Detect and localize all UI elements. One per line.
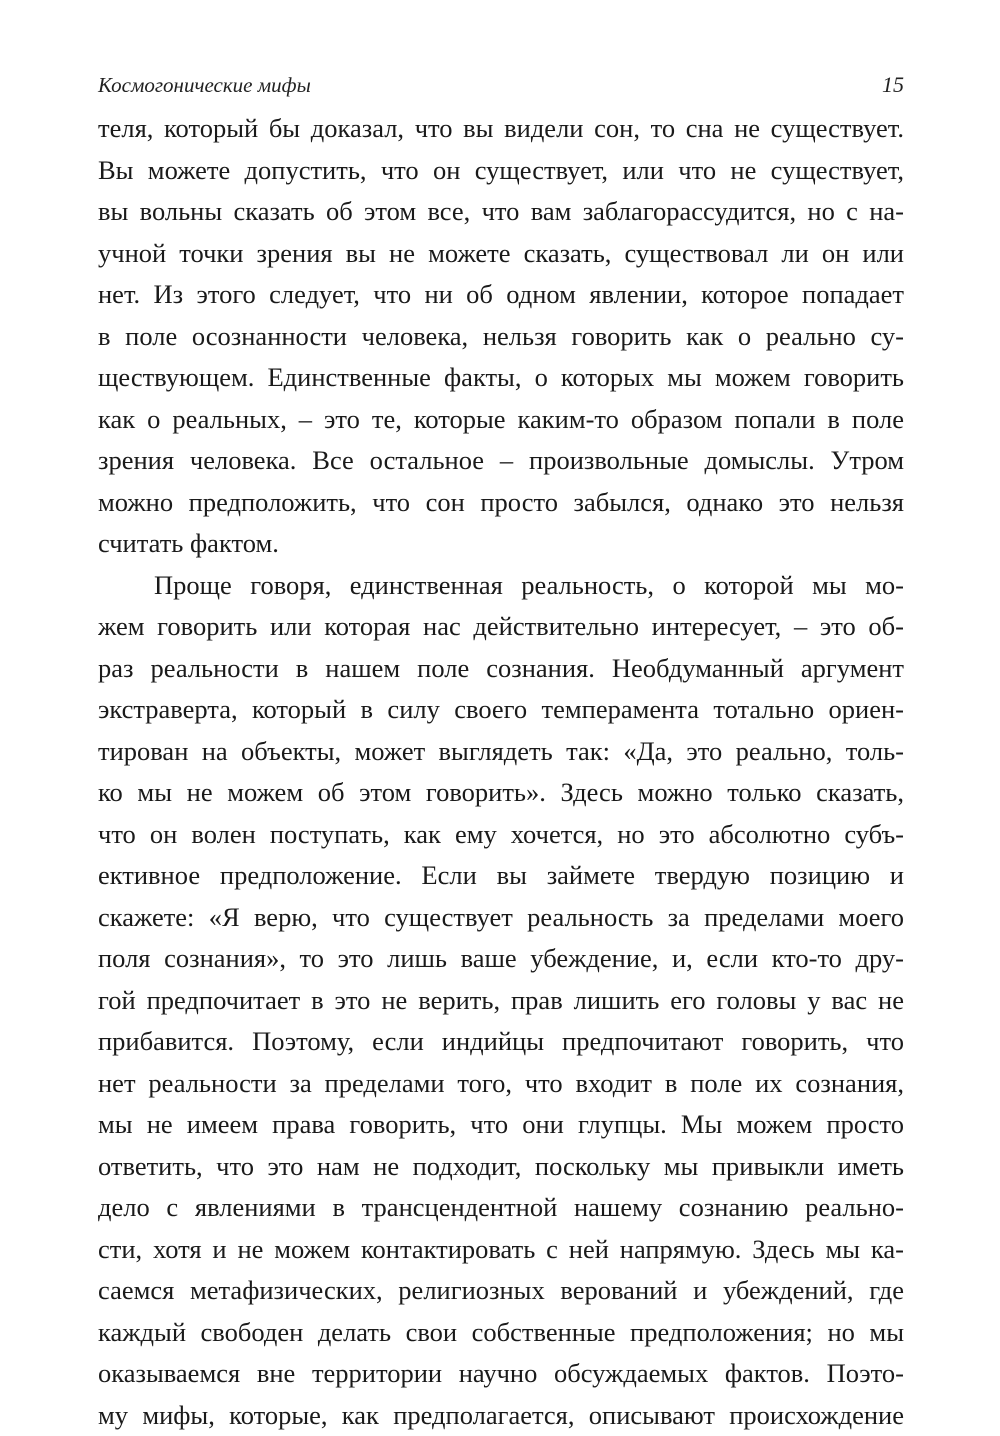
- text-line: зрения человека. Все остальное – произвольные домыслы. Утром: [98, 440, 904, 482]
- text-line: раз реальности в нашем поле сознания. Необдуманный аргумент: [98, 648, 904, 690]
- text-line: нет реальности за пределами того, что входит в поле их сознания,: [98, 1063, 904, 1105]
- text-line: поля сознания», то это лишь ваше убеждение, и, если кто-то дру-: [98, 938, 904, 980]
- text-line: тирован на объекты, может выглядеть так: «Да, это реально, толь-: [98, 731, 904, 773]
- text-line: мы не имеем права говорить, что они глупцы. Мы можем просто: [98, 1104, 904, 1146]
- text-line: дело с явлениями в трансцендентной нашему сознанию реально-: [98, 1187, 904, 1229]
- text-line: ективное предположение. Если вы займете твердую позицию и: [98, 855, 904, 897]
- text-line: считать фактом.: [98, 523, 904, 565]
- paragraph-main: [98, 565, 904, 1436]
- text-line: жем говорить или которая нас действительно интересует, – это об-: [98, 606, 904, 648]
- text-line: что он волен поступать, как ему хочется, но это абсолютно субъ-: [98, 814, 904, 856]
- paragraph-continuation: [98, 108, 904, 565]
- text-line: оказываемся вне территории научно обсуждаемых фактов. Поэто-: [98, 1353, 904, 1395]
- text-line: ществующем. Единственные факты, о которых мы можем говорить: [98, 357, 904, 399]
- book-page: [98, 72, 904, 1436]
- text-line: прибавится. Поэтому, если индийцы предпочитают говорить, что: [98, 1021, 904, 1063]
- text-line: саемся метафизических, религиозных верований и убеждений, где: [98, 1270, 904, 1312]
- page-number: 15: [882, 72, 904, 98]
- text-line: гой предпочитает в это не верить, прав лишить его головы у вас не: [98, 980, 904, 1022]
- running-header: [98, 72, 904, 108]
- text-line: теля, который бы доказал, что вы видели сон, то сна не существует.: [98, 108, 904, 150]
- text-line: можно предположить, что сон просто забылся, однако это нельзя: [98, 482, 904, 524]
- text-line: вы вольны сказать об этом все, что вам заблагорассудится, но с на-: [98, 191, 904, 233]
- running-title: Космогонические мифы: [98, 73, 311, 98]
- text-line: му мифы, которые, как предполагается, описывают происхождение: [98, 1395, 904, 1436]
- text-line: скажете: «Я верю, что существует реальность за пределами моего: [98, 897, 904, 939]
- text-line: как о реальных, – это те, которые каким-то образом попали в поле: [98, 399, 904, 441]
- text-line: ко мы не можем об этом говорить». Здесь можно только сказать,: [98, 772, 904, 814]
- text-line: сти, хотя и не можем контактировать с ней напрямую. Здесь мы ка-: [98, 1229, 904, 1271]
- text-line: ответить, что это нам не подходит, поскольку мы привыкли иметь: [98, 1146, 904, 1188]
- text-line: Вы можете допустить, что он существует, или что не существует,: [98, 150, 904, 192]
- text-line: экстраверта, который в силу своего темперамента тотально ориен-: [98, 689, 904, 731]
- text-line: нет. Из этого следует, что ни об одном явлении, которое попадает: [98, 274, 904, 316]
- text-line: Проще говоря, единственная реальность, о которой мы мо-: [98, 565, 904, 607]
- text-line: в поле осознанности человека, нельзя говорить как о реально су-: [98, 316, 904, 358]
- text-line: каждый свободен делать свои собственные предположения; но мы: [98, 1312, 904, 1354]
- text-line: учной точки зрения вы не можете сказать, существовал ли он или: [98, 233, 904, 275]
